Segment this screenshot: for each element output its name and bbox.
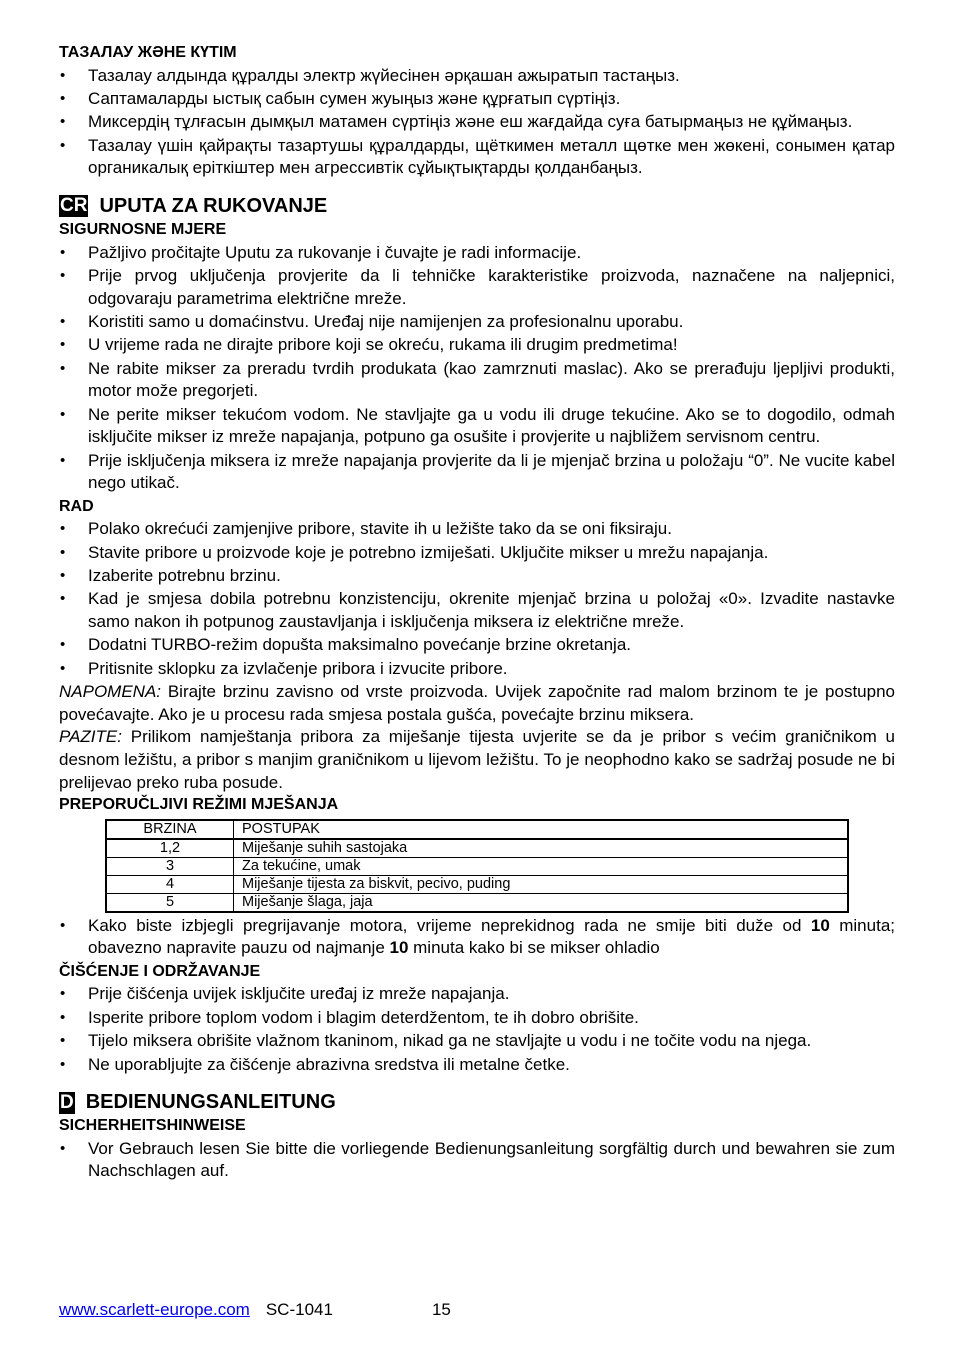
table-cell: Miješanje šlaga, jaja [234, 893, 849, 912]
cr-safety-list [59, 242, 895, 495]
table-row [106, 857, 848, 875]
overheat-minutes: 10 [810, 915, 830, 935]
table-row [106, 893, 848, 912]
cr-cleaning-list [59, 983, 895, 1076]
list-item [59, 915, 895, 960]
overheat-text: Kako biste izbjegli pregrijavanje motora, vrijeme neprekidnog rada ne smije biti duže od [88, 915, 811, 935]
cr-work-list [59, 518, 895, 680]
table-cell: Miješanje suhih sastojaka [234, 839, 849, 858]
table-header-cell: POSTUPAK [234, 820, 849, 839]
de-safety-list [59, 1138, 895, 1183]
list-item: • Pažljivo pročitajte Uputu za rukovanje i čuvajte je radi informacije. [59, 242, 895, 265]
list-item: • Pritisnite sklopku za izvlačenje pribora i izvucite pribore. [59, 658, 895, 681]
list-item: • Dodatni TURBO-režim dopušta maksimalno povećanje brzine okretanja. [59, 634, 895, 657]
cr-note-napomena [59, 681, 895, 726]
list-item: • Kad je smjesa dobila potrebnu konzistenciju, okrenite mjenjač brzina u položaj «0». Izvadite nastavke samo nakon ih potpunog zaustavljanja i isključenja miksera iz električne mreže. [59, 588, 895, 633]
list-item: • Саптамаларды ыстық сабын сумен жуыңыз және құрғатып сүртіңіз. [59, 88, 895, 111]
cr-language-badge: CR [60, 195, 88, 217]
cr-section-title: UPUTA ZA RUKOVANJE [99, 195, 328, 218]
page-content [59, 42, 895, 1184]
note-label: NAPOMENA: [59, 682, 162, 702]
note-text: Prilikom namještanja pribora za miješanje tijesta uvjerite se da je pribor s većim graničnikom u desnom ležištu, a pribor s manjim graničnikom u lijevom ležištu. To je neophodno kako se sadržaj posude ne bi prelijevao preko ruba posude. [59, 727, 895, 792]
list-item: • Stavite pribore u proizvode koje je potrebno izmiješati. Uključite mikser u mrežu napajanja. [59, 542, 895, 565]
de-section-header [59, 1090, 895, 1115]
list-item: • U vrijeme rada ne dirajte pribore koji se okreću, rukama ili drugim predmetima! [59, 334, 895, 357]
list-item: • Миксердің тұлғасын дымқыл матамен сүртіңіз және еш жағдайда суға батырмаңыз не құймаңыз. [59, 111, 895, 134]
note-text: Birajte brzinu zavisno od vrste proizvoda. Uvijek započnite rad malom brzinom te je postupno povećavajte. Ako je u procesu rada smjesa postala gušća, povećajte brzinu miksera. [59, 682, 895, 724]
table-cell: 1,2 [106, 839, 234, 858]
list-item: • Ne rabite mikser za preradu tvrdih produkata (kao zamrznuti maslac). Ako se prerađuju ljepljivi produkti, motor može pregorjeti. [59, 358, 895, 403]
de-section-title: BEDIENUNGSANLEITUNG [85, 1091, 336, 1114]
overheat-text: minuta kako bi se mikser ohladio [408, 938, 660, 958]
list-item: • Prije isključenja miksera iz mreže napajanja provjerite da li je mjenjač brzina u položaju “0”. Ne vucite kabel nego utikač. [59, 450, 895, 495]
table-cell: 5 [106, 893, 234, 912]
list-item: • Vor Gebrauch lesen Sie bitte die vorliegende Bedienungsanleitung sorgfältig durch und bewahren sie zum Nachschlagen auf. [59, 1138, 895, 1183]
list-item: • Tijelo miksera obrišite vlažnom tkaninom, nikad ga ne stavljajte u vodu i ne točite vodu na njega. [59, 1030, 895, 1053]
overheat-text: minuta; obavezno napravite pauzu od najmanje [88, 915, 895, 958]
page-footer [59, 1299, 451, 1322]
cr-note-pazite [59, 726, 895, 794]
table-cell: Miješanje tijesta za biskvit, pecivo, puding [234, 875, 849, 893]
cr-modes-heading: PREPORUČLJIVI REŽIMI MJEŠANJA [59, 796, 339, 814]
list-item: • Prije čišćenja uvijek isključite uređaj iz mreže napajanja. [59, 983, 895, 1006]
list-item: • Izaberite potrebnu brzinu. [59, 565, 895, 588]
kz-cleaning-list [59, 65, 895, 180]
pause-minutes: 10 [389, 938, 409, 958]
table-header-cell: BRZINA [106, 820, 234, 839]
de-safety-heading: SICHERHEITSHINWEISE [59, 1117, 246, 1135]
table-row [106, 875, 848, 893]
de-language-badge: D [60, 1091, 74, 1113]
table-header-row [106, 820, 848, 839]
kz-cleaning-heading: ТАЗАЛАУ ЖӘНЕ КҮТІМ [59, 44, 237, 61]
cr-section-header [59, 194, 895, 219]
note-label: PAZITE: [59, 727, 122, 747]
cr-overheat-list [59, 915, 895, 960]
list-item: • Ne uporabljujte za čišćenje abrazivna sredstva ili metalne četke. [59, 1054, 895, 1077]
table-cell: Za tekućine, umak [234, 857, 849, 875]
speed-modes-table [105, 819, 849, 913]
cr-cleaning-heading: ČIŠĆENJE I ODRŽAVANJE [59, 962, 261, 980]
cr-safety-heading: SIGURNOSNE MJERE [59, 220, 227, 238]
model-number: SC-1041 [265, 1300, 333, 1319]
list-item: • Ne perite mikser tekućom vodom. Ne stavljajte ga u vodu ili druge tekućine. Ako se to dogodilo, odmah isključite mikser iz mreže napajanja, potpuno ga osušite i provjerite u najbližem servisnom centru. [59, 404, 895, 449]
list-item: • Prije prvog uključenja provjerite da li tehničke karakteristike proizvoda, naznačene na naljepnici, odgovaraju parametrima električne mreže. [59, 265, 895, 310]
table-cell: 4 [106, 875, 234, 893]
list-item: • Isperite pribore toplom vodom i blagim deterdžentom, te ih dobro obrišite. [59, 1007, 895, 1030]
list-item: • Polako okrećući zamjenjive pribore, stavite ih u ležište tako da se oni fiksiraju. [59, 518, 895, 541]
table-row [106, 839, 848, 858]
website-link[interactable]: www.scarlett-europe.com [59, 1300, 250, 1319]
page-number: 15 [431, 1300, 451, 1319]
list-item: • Koristiti samo u domaćinstvu. Uređaj nije namijenjen za profesionalnu uporabu. [59, 311, 895, 334]
table-cell: 3 [106, 857, 234, 875]
list-item: • Тазалау алдында құралды электр жүйесінен әрқашан ажыратып тастаңыз. [59, 65, 895, 88]
cr-work-heading: RAD [59, 497, 94, 515]
list-item: • Тазалау үшін қайрақты тазартушы құралдарды, щёткимен металл щөтке мен жөкені, сонымен қатар органикалық еріткіштер мен агрессивтік сұйықтықтарды қолданбаңыз. [59, 135, 895, 180]
